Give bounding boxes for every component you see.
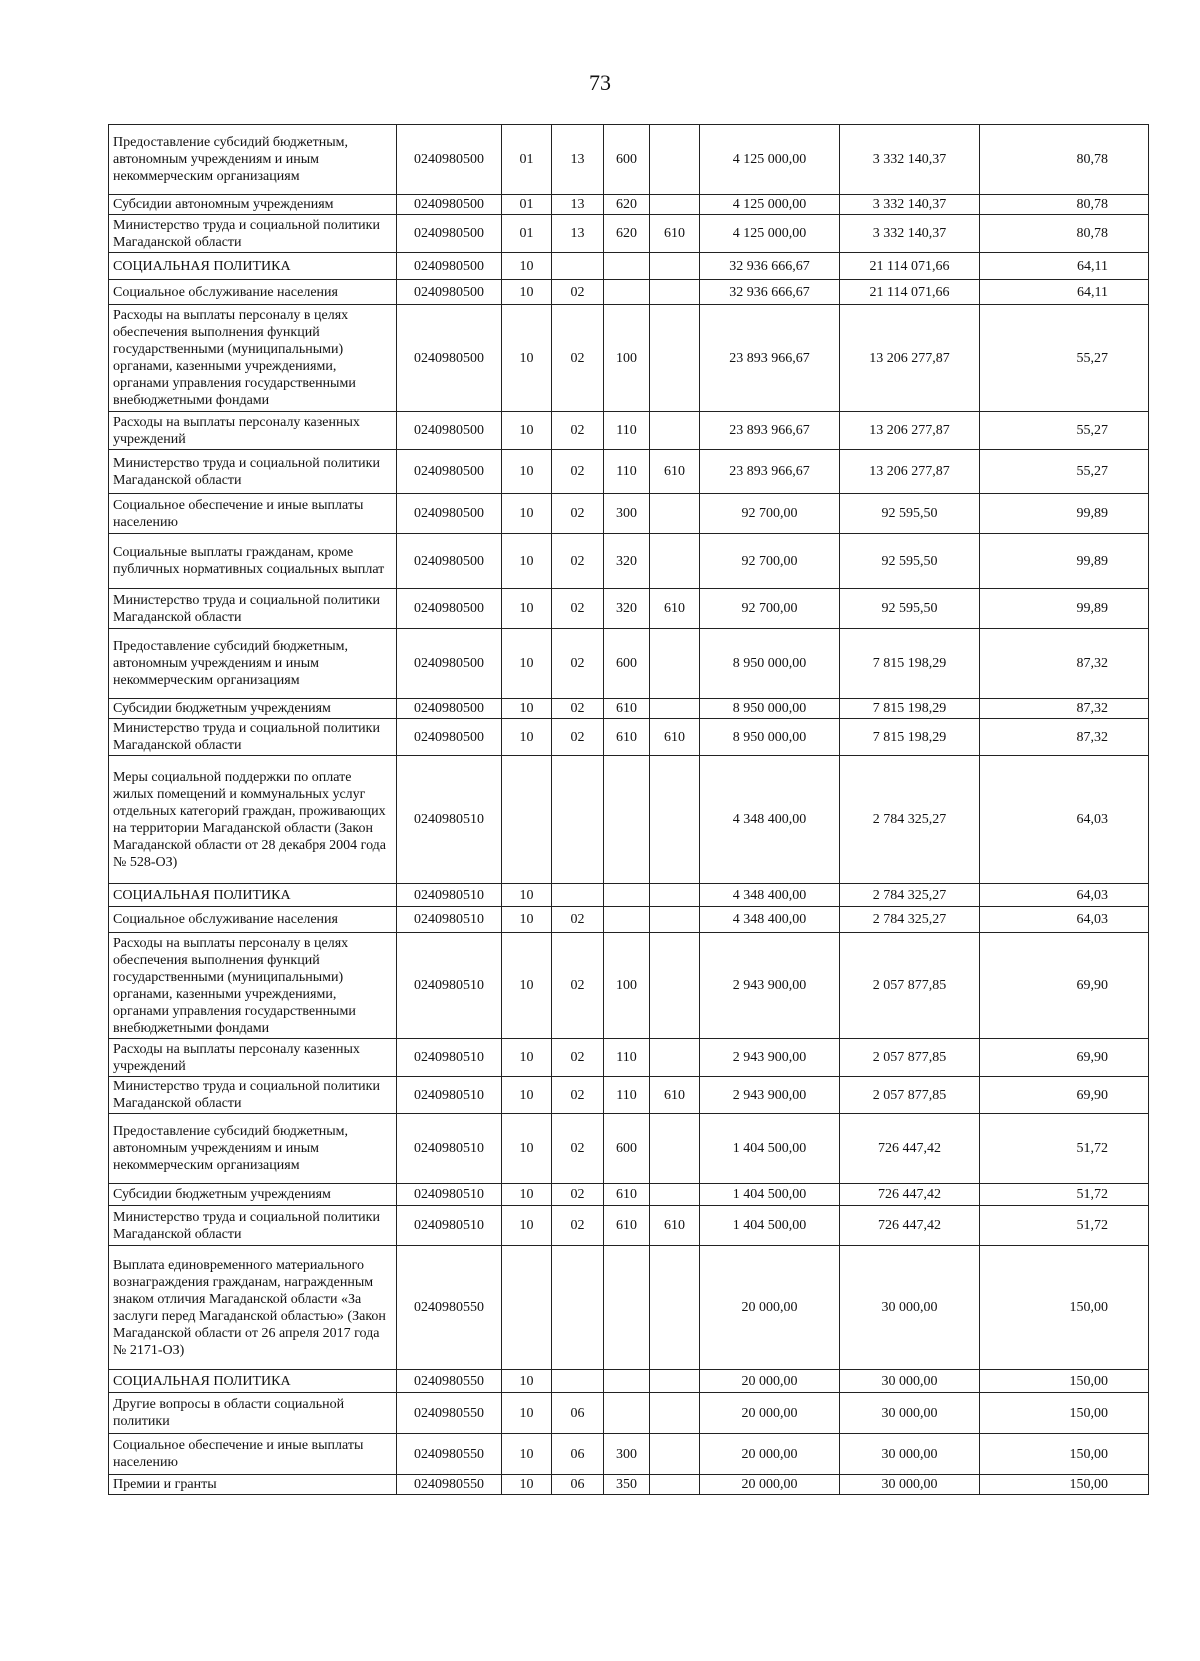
cell-plan: 20 000,00	[700, 1434, 840, 1475]
cell-plan: 23 893 966,67	[700, 305, 840, 412]
cell-actual: 30 000,00	[840, 1475, 980, 1495]
cell-actual: 2 057 877,85	[840, 933, 980, 1039]
cell-code: 0240980510	[397, 907, 502, 933]
cell-subsection: 02	[552, 719, 604, 756]
cell-subsection: 02	[552, 280, 604, 305]
cell-actual: 13 206 277,87	[840, 305, 980, 412]
cell-actual: 21 114 071,66	[840, 280, 980, 305]
cell-code: 0240980550	[397, 1434, 502, 1475]
cell-code: 0240980550	[397, 1370, 502, 1393]
cell-section: 10	[502, 933, 552, 1039]
cell-subsection: 02	[552, 907, 604, 933]
cell-subsection: 02	[552, 1114, 604, 1184]
cell-code: 0240980550	[397, 1246, 502, 1370]
cell-section: 10	[502, 494, 552, 534]
cell-code: 0240980510	[397, 1206, 502, 1246]
cell-ministry-code	[650, 305, 700, 412]
cell-ministry-code	[650, 699, 700, 719]
cell-ministry-code: 610	[650, 1206, 700, 1246]
cell-section: 10	[502, 1434, 552, 1475]
cell-subsection: 06	[552, 1434, 604, 1475]
cell-ministry-code	[650, 253, 700, 280]
cell-actual: 2 784 325,27	[840, 907, 980, 933]
cell-code: 0240980510	[397, 1184, 502, 1206]
cell-subsection: 02	[552, 534, 604, 589]
cell-plan: 2 943 900,00	[700, 933, 840, 1039]
cell-name: Министерство труда и социальной политики Магаданской области	[109, 589, 397, 629]
cell-section: 10	[502, 719, 552, 756]
cell-section: 10	[502, 534, 552, 589]
cell-actual: 726 447,42	[840, 1114, 980, 1184]
cell-section: 10	[502, 1370, 552, 1393]
cell-percent: 87,32	[980, 719, 1149, 756]
cell-subsection: 02	[552, 305, 604, 412]
cell-expense-type: 300	[604, 494, 650, 534]
cell-subsection: 13	[552, 215, 604, 253]
cell-plan: 20 000,00	[700, 1370, 840, 1393]
cell-actual: 3 332 140,37	[840, 215, 980, 253]
cell-name: Предоставление субсидий бюджетным, автономным учреждениям и иным некоммерческим организациям	[109, 1114, 397, 1184]
cell-section: 10	[502, 305, 552, 412]
cell-actual: 2 784 325,27	[840, 884, 980, 907]
cell-name: Предоставление субсидий бюджетным, автономным учреждениям и иным некоммерческим организациям	[109, 125, 397, 195]
table-row	[109, 907, 1149, 933]
cell-code: 0240980500	[397, 629, 502, 699]
cell-percent: 150,00	[980, 1434, 1149, 1475]
cell-name: Социальное обеспечение и иные выплаты населению	[109, 1434, 397, 1475]
cell-expense-type: 610	[604, 1206, 650, 1246]
cell-expense-type: 300	[604, 1434, 650, 1475]
cell-expense-type: 600	[604, 1114, 650, 1184]
cell-code: 0240980500	[397, 215, 502, 253]
cell-expense-type: 110	[604, 450, 650, 494]
cell-ministry-code	[650, 1114, 700, 1184]
cell-name: Министерство труда и социальной политики Магаданской области	[109, 1077, 397, 1114]
cell-actual: 3 332 140,37	[840, 195, 980, 215]
cell-subsection: 13	[552, 195, 604, 215]
cell-expense-type	[604, 756, 650, 884]
cell-subsection: 02	[552, 1039, 604, 1077]
cell-name: Расходы на выплаты персоналу казенных учреждений	[109, 1039, 397, 1077]
cell-subsection	[552, 253, 604, 280]
cell-name: Социальные выплаты гражданам, кроме публичных нормативных социальных выплат	[109, 534, 397, 589]
cell-expense-type: 100	[604, 933, 650, 1039]
cell-subsection: 02	[552, 629, 604, 699]
cell-section: 10	[502, 253, 552, 280]
cell-percent: 64,03	[980, 907, 1149, 933]
table-row	[109, 756, 1149, 884]
cell-percent: 87,32	[980, 699, 1149, 719]
cell-code: 0240980510	[397, 1077, 502, 1114]
cell-percent: 64,11	[980, 253, 1149, 280]
table-row	[109, 1370, 1149, 1393]
cell-ministry-code	[650, 1434, 700, 1475]
cell-percent: 80,78	[980, 195, 1149, 215]
cell-expense-type: 110	[604, 412, 650, 450]
cell-percent: 99,89	[980, 534, 1149, 589]
table-row	[109, 1184, 1149, 1206]
cell-subsection: 02	[552, 1184, 604, 1206]
cell-actual: 3 332 140,37	[840, 125, 980, 195]
cell-plan: 4 348 400,00	[700, 756, 840, 884]
cell-section: 10	[502, 412, 552, 450]
cell-percent: 51,72	[980, 1206, 1149, 1246]
cell-name: Премии и гранты	[109, 1475, 397, 1495]
cell-code: 0240980510	[397, 933, 502, 1039]
cell-name: Другие вопросы в области социальной политики	[109, 1393, 397, 1434]
cell-ministry-code	[650, 884, 700, 907]
table-row	[109, 125, 1149, 195]
cell-percent: 150,00	[980, 1246, 1149, 1370]
table-row	[109, 1475, 1149, 1495]
cell-ministry-code	[650, 412, 700, 450]
cell-code: 0240980510	[397, 1114, 502, 1184]
table-row	[109, 280, 1149, 305]
cell-ministry-code	[650, 629, 700, 699]
table-row	[109, 195, 1149, 215]
cell-percent: 99,89	[980, 494, 1149, 534]
cell-percent: 51,72	[980, 1184, 1149, 1206]
cell-expense-type: 600	[604, 125, 650, 195]
cell-actual: 13 206 277,87	[840, 412, 980, 450]
cell-name: Субсидии бюджетным учреждениям	[109, 699, 397, 719]
cell-plan: 20 000,00	[700, 1475, 840, 1495]
cell-expense-type: 320	[604, 534, 650, 589]
cell-name: Социальное обслуживание населения	[109, 280, 397, 305]
cell-name: Предоставление субсидий бюджетным, автономным учреждениям и иным некоммерческим организациям	[109, 629, 397, 699]
cell-section: 10	[502, 450, 552, 494]
cell-plan: 1 404 500,00	[700, 1114, 840, 1184]
cell-section: 01	[502, 215, 552, 253]
cell-ministry-code: 610	[650, 589, 700, 629]
cell-actual: 7 815 198,29	[840, 699, 980, 719]
cell-actual: 30 000,00	[840, 1393, 980, 1434]
cell-section	[502, 1246, 552, 1370]
cell-expense-type: 620	[604, 195, 650, 215]
cell-code: 0240980500	[397, 305, 502, 412]
cell-name: Субсидии бюджетным учреждениям	[109, 1184, 397, 1206]
cell-percent: 64,03	[980, 756, 1149, 884]
cell-ministry-code	[650, 195, 700, 215]
cell-section: 10	[502, 1077, 552, 1114]
cell-subsection: 02	[552, 1206, 604, 1246]
cell-ministry-code	[650, 756, 700, 884]
cell-ministry-code: 610	[650, 450, 700, 494]
cell-plan: 92 700,00	[700, 589, 840, 629]
cell-code: 0240980550	[397, 1393, 502, 1434]
cell-plan: 1 404 500,00	[700, 1206, 840, 1246]
cell-code: 0240980500	[397, 589, 502, 629]
cell-actual: 13 206 277,87	[840, 450, 980, 494]
cell-percent: 64,03	[980, 884, 1149, 907]
table-row	[109, 412, 1149, 450]
cell-actual: 2 057 877,85	[840, 1077, 980, 1114]
cell-subsection: 13	[552, 125, 604, 195]
cell-percent: 64,11	[980, 280, 1149, 305]
cell-expense-type: 110	[604, 1039, 650, 1077]
table-row	[109, 253, 1149, 280]
cell-code: 0240980500	[397, 253, 502, 280]
cell-subsection: 06	[552, 1475, 604, 1495]
cell-actual: 30 000,00	[840, 1434, 980, 1475]
cell-name: Министерство труда и социальной политики Магаданской области	[109, 450, 397, 494]
cell-plan: 4 125 000,00	[700, 195, 840, 215]
cell-ministry-code	[650, 933, 700, 1039]
cell-percent: 55,27	[980, 412, 1149, 450]
cell-section	[502, 756, 552, 884]
cell-expense-type	[604, 1246, 650, 1370]
table-row	[109, 1114, 1149, 1184]
cell-section: 10	[502, 629, 552, 699]
table-row	[109, 1206, 1149, 1246]
cell-name: Министерство труда и социальной политики Магаданской области	[109, 1206, 397, 1246]
table-row	[109, 699, 1149, 719]
cell-code: 0240980510	[397, 1039, 502, 1077]
table-row	[109, 450, 1149, 494]
cell-ministry-code	[650, 280, 700, 305]
cell-section: 10	[502, 907, 552, 933]
cell-code: 0240980500	[397, 699, 502, 719]
cell-section: 10	[502, 884, 552, 907]
cell-ministry-code: 610	[650, 719, 700, 756]
cell-plan: 4 125 000,00	[700, 125, 840, 195]
cell-code: 0240980500	[397, 280, 502, 305]
cell-expense-type: 100	[604, 305, 650, 412]
cell-plan: 23 893 966,67	[700, 450, 840, 494]
cell-actual: 2 784 325,27	[840, 756, 980, 884]
cell-percent: 69,90	[980, 1077, 1149, 1114]
cell-code: 0240980500	[397, 195, 502, 215]
cell-section: 10	[502, 699, 552, 719]
cell-expense-type	[604, 1393, 650, 1434]
cell-plan: 20 000,00	[700, 1246, 840, 1370]
cell-expense-type	[604, 280, 650, 305]
cell-code: 0240980510	[397, 756, 502, 884]
cell-percent: 55,27	[980, 305, 1149, 412]
cell-percent: 150,00	[980, 1475, 1149, 1495]
cell-expense-type	[604, 253, 650, 280]
table-row	[109, 1393, 1149, 1434]
table-row	[109, 1246, 1149, 1370]
cell-subsection	[552, 1370, 604, 1393]
cell-subsection: 02	[552, 589, 604, 629]
cell-code: 0240980500	[397, 494, 502, 534]
cell-percent: 69,90	[980, 1039, 1149, 1077]
cell-ministry-code	[650, 1039, 700, 1077]
cell-plan: 4 348 400,00	[700, 884, 840, 907]
cell-percent: 150,00	[980, 1370, 1149, 1393]
cell-ministry-code	[650, 1370, 700, 1393]
cell-plan: 2 943 900,00	[700, 1039, 840, 1077]
cell-actual: 92 595,50	[840, 494, 980, 534]
cell-expense-type	[604, 884, 650, 907]
cell-ministry-code	[650, 494, 700, 534]
cell-name: СОЦИАЛЬНАЯ ПОЛИТИКА	[109, 884, 397, 907]
cell-actual: 7 815 198,29	[840, 719, 980, 756]
cell-ministry-code	[650, 1184, 700, 1206]
cell-code: 0240980500	[397, 125, 502, 195]
cell-subsection: 02	[552, 494, 604, 534]
cell-name: Субсидии автономным учреждениям	[109, 195, 397, 215]
table-row	[109, 305, 1149, 412]
cell-subsection	[552, 884, 604, 907]
cell-plan: 20 000,00	[700, 1393, 840, 1434]
table-row	[109, 534, 1149, 589]
cell-actual: 2 057 877,85	[840, 1039, 980, 1077]
table-row	[109, 629, 1149, 699]
cell-percent: 150,00	[980, 1393, 1149, 1434]
cell-ministry-code: 610	[650, 1077, 700, 1114]
cell-percent: 55,27	[980, 450, 1149, 494]
cell-code: 0240980500	[397, 534, 502, 589]
cell-actual: 21 114 071,66	[840, 253, 980, 280]
cell-actual: 30 000,00	[840, 1246, 980, 1370]
cell-actual: 726 447,42	[840, 1206, 980, 1246]
cell-percent: 69,90	[980, 933, 1149, 1039]
cell-subsection: 06	[552, 1393, 604, 1434]
table-row	[109, 589, 1149, 629]
cell-ministry-code: 610	[650, 215, 700, 253]
cell-actual: 726 447,42	[840, 1184, 980, 1206]
cell-subsection	[552, 756, 604, 884]
cell-expense-type: 320	[604, 589, 650, 629]
cell-percent: 87,32	[980, 629, 1149, 699]
cell-section: 10	[502, 1184, 552, 1206]
cell-plan: 32 936 666,67	[700, 280, 840, 305]
table-row	[109, 215, 1149, 253]
cell-name: Социальное обслуживание населения	[109, 907, 397, 933]
cell-plan: 8 950 000,00	[700, 629, 840, 699]
cell-section: 01	[502, 125, 552, 195]
cell-percent: 80,78	[980, 125, 1149, 195]
cell-expense-type	[604, 907, 650, 933]
cell-subsection: 02	[552, 699, 604, 719]
cell-plan: 8 950 000,00	[700, 719, 840, 756]
cell-plan: 2 943 900,00	[700, 1077, 840, 1114]
cell-plan: 4 125 000,00	[700, 215, 840, 253]
cell-expense-type: 610	[604, 699, 650, 719]
table-row	[109, 1039, 1149, 1077]
cell-name: СОЦИАЛЬНАЯ ПОЛИТИКА	[109, 253, 397, 280]
cell-name: Выплата единовременного материального вознаграждения гражданам, награжденным знаком отличия Магаданской области «За заслуги перед Магаданской областью» (Закон Магаданской области от 26 апреля 2017 года № 2171-ОЗ)	[109, 1246, 397, 1370]
table-row	[109, 1434, 1149, 1475]
cell-expense-type: 600	[604, 629, 650, 699]
cell-name: Расходы на выплаты персоналу в целях обеспечения выполнения функций государственными (муниципальными) органами, казенными учреждениями, органами управления государственными внебюджетными фондами	[109, 305, 397, 412]
cell-ministry-code	[650, 1475, 700, 1495]
cell-subsection: 02	[552, 412, 604, 450]
cell-subsection: 02	[552, 933, 604, 1039]
cell-name: Министерство труда и социальной политики Магаданской области	[109, 215, 397, 253]
cell-name: Социальное обеспечение и иные выплаты населению	[109, 494, 397, 534]
cell-name: Министерство труда и социальной политики Магаданской области	[109, 719, 397, 756]
cell-code: 0240980500	[397, 412, 502, 450]
cell-actual: 30 000,00	[840, 1370, 980, 1393]
cell-plan: 8 950 000,00	[700, 699, 840, 719]
cell-subsection: 02	[552, 450, 604, 494]
cell-section: 01	[502, 195, 552, 215]
cell-expense-type: 110	[604, 1077, 650, 1114]
cell-plan: 92 700,00	[700, 534, 840, 589]
cell-expense-type: 610	[604, 1184, 650, 1206]
cell-actual: 92 595,50	[840, 589, 980, 629]
cell-percent: 80,78	[980, 215, 1149, 253]
table-row	[109, 494, 1149, 534]
cell-expense-type: 620	[604, 215, 650, 253]
cell-subsection: 02	[552, 1077, 604, 1114]
cell-section: 10	[502, 589, 552, 629]
cell-ministry-code	[650, 1246, 700, 1370]
cell-section: 10	[502, 1393, 552, 1434]
cell-ministry-code	[650, 125, 700, 195]
cell-section: 10	[502, 1039, 552, 1077]
cell-section: 10	[502, 1475, 552, 1495]
table-row	[109, 719, 1149, 756]
cell-actual: 7 815 198,29	[840, 629, 980, 699]
cell-name: Расходы на выплаты персоналу казенных учреждений	[109, 412, 397, 450]
cell-section: 10	[502, 280, 552, 305]
cell-plan: 4 348 400,00	[700, 907, 840, 933]
cell-section: 10	[502, 1206, 552, 1246]
cell-percent: 99,89	[980, 589, 1149, 629]
budget-table	[108, 124, 1149, 1495]
cell-code: 0240980500	[397, 450, 502, 494]
cell-code: 0240980500	[397, 719, 502, 756]
cell-percent: 51,72	[980, 1114, 1149, 1184]
cell-expense-type: 610	[604, 719, 650, 756]
cell-ministry-code	[650, 534, 700, 589]
cell-code: 0240980510	[397, 884, 502, 907]
cell-name: СОЦИАЛЬНАЯ ПОЛИТИКА	[109, 1370, 397, 1393]
cell-name: Меры социальной поддержки по оплате жилых помещений и коммунальных услуг отдельных категорий граждан, проживающих на территории Магаданской области (Закон Магаданской области от 28 декабря 2004 года № 528-ОЗ)	[109, 756, 397, 884]
cell-plan: 92 700,00	[700, 494, 840, 534]
cell-subsection	[552, 1246, 604, 1370]
table-row	[109, 1077, 1149, 1114]
cell-code: 0240980550	[397, 1475, 502, 1495]
cell-plan: 23 893 966,67	[700, 412, 840, 450]
cell-plan: 32 936 666,67	[700, 253, 840, 280]
cell-name: Расходы на выплаты персоналу в целях обеспечения выполнения функций государственными (муниципальными) органами, казенными учреждениями, органами управления государственными внебюджетными фондами	[109, 933, 397, 1039]
cell-ministry-code	[650, 907, 700, 933]
cell-expense-type	[604, 1370, 650, 1393]
page-number: 73	[589, 70, 611, 95]
table-row	[109, 933, 1149, 1039]
cell-expense-type: 350	[604, 1475, 650, 1495]
cell-plan: 1 404 500,00	[700, 1184, 840, 1206]
cell-section: 10	[502, 1114, 552, 1184]
cell-ministry-code	[650, 1393, 700, 1434]
cell-actual: 92 595,50	[840, 534, 980, 589]
table-row	[109, 884, 1149, 907]
